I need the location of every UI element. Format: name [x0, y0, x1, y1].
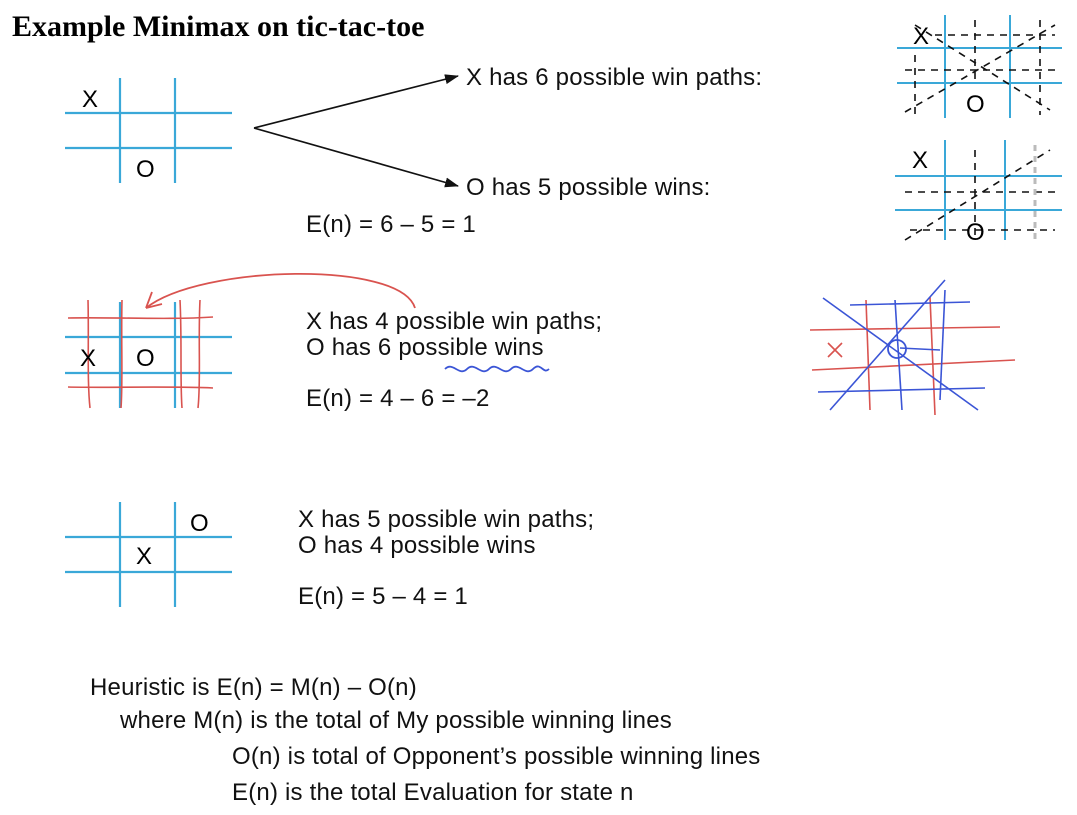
red-arrow: [146, 274, 415, 308]
board-2-x: X: [80, 345, 97, 372]
board-1-o: O: [136, 156, 155, 183]
slide-title: Example Minimax on tic-tac-toe: [12, 10, 425, 43]
example-3-eval: E(n) = 5 – 4 = 1: [298, 583, 468, 610]
branch-arrows: [254, 76, 458, 186]
sketch-board: [810, 280, 1015, 415]
example-2-x-paths: X has 4 possible win paths;: [306, 308, 603, 335]
example-3-o-wins: O has 4 possible wins: [298, 532, 536, 559]
heuristic-on: O(n) is total of Opponent’s possible winning lines: [232, 743, 761, 770]
example-1-eval: E(n) = 6 – 5 = 1: [306, 211, 476, 238]
example-2-eval: E(n) = 4 – 6 = –2: [306, 385, 490, 412]
example-3-x-paths: X has 5 possible win paths;: [298, 506, 595, 533]
heuristic-en: E(n) is the total Evaluation for state n: [232, 779, 634, 806]
blue-squiggle: [445, 366, 549, 371]
example-1-o-wins: O has 5 possible wins:: [466, 174, 711, 201]
mini-board-2-o: O: [966, 219, 985, 246]
board-1-x: X: [82, 86, 99, 113]
example-2-o-wins: O has 6 possible wins: [306, 334, 544, 361]
heuristic-mn: where M(n) is the total of My possible winning lines: [120, 707, 672, 734]
heuristic-definition: Heuristic is E(n) = M(n) – O(n): [90, 674, 417, 701]
board-2-o: O: [136, 345, 155, 372]
mini-board-1-x: X: [913, 23, 930, 50]
mini-board-x-paths: [897, 15, 1062, 118]
mini-board-1-o: O: [966, 91, 985, 118]
mini-board-o-paths: [895, 140, 1062, 246]
board-3-o: O: [190, 510, 209, 537]
board-2: [65, 300, 232, 408]
mini-board-2-x: X: [912, 147, 929, 174]
board-3-x: X: [136, 543, 153, 570]
example-1-x-paths: X has 6 possible win paths:: [466, 64, 763, 91]
